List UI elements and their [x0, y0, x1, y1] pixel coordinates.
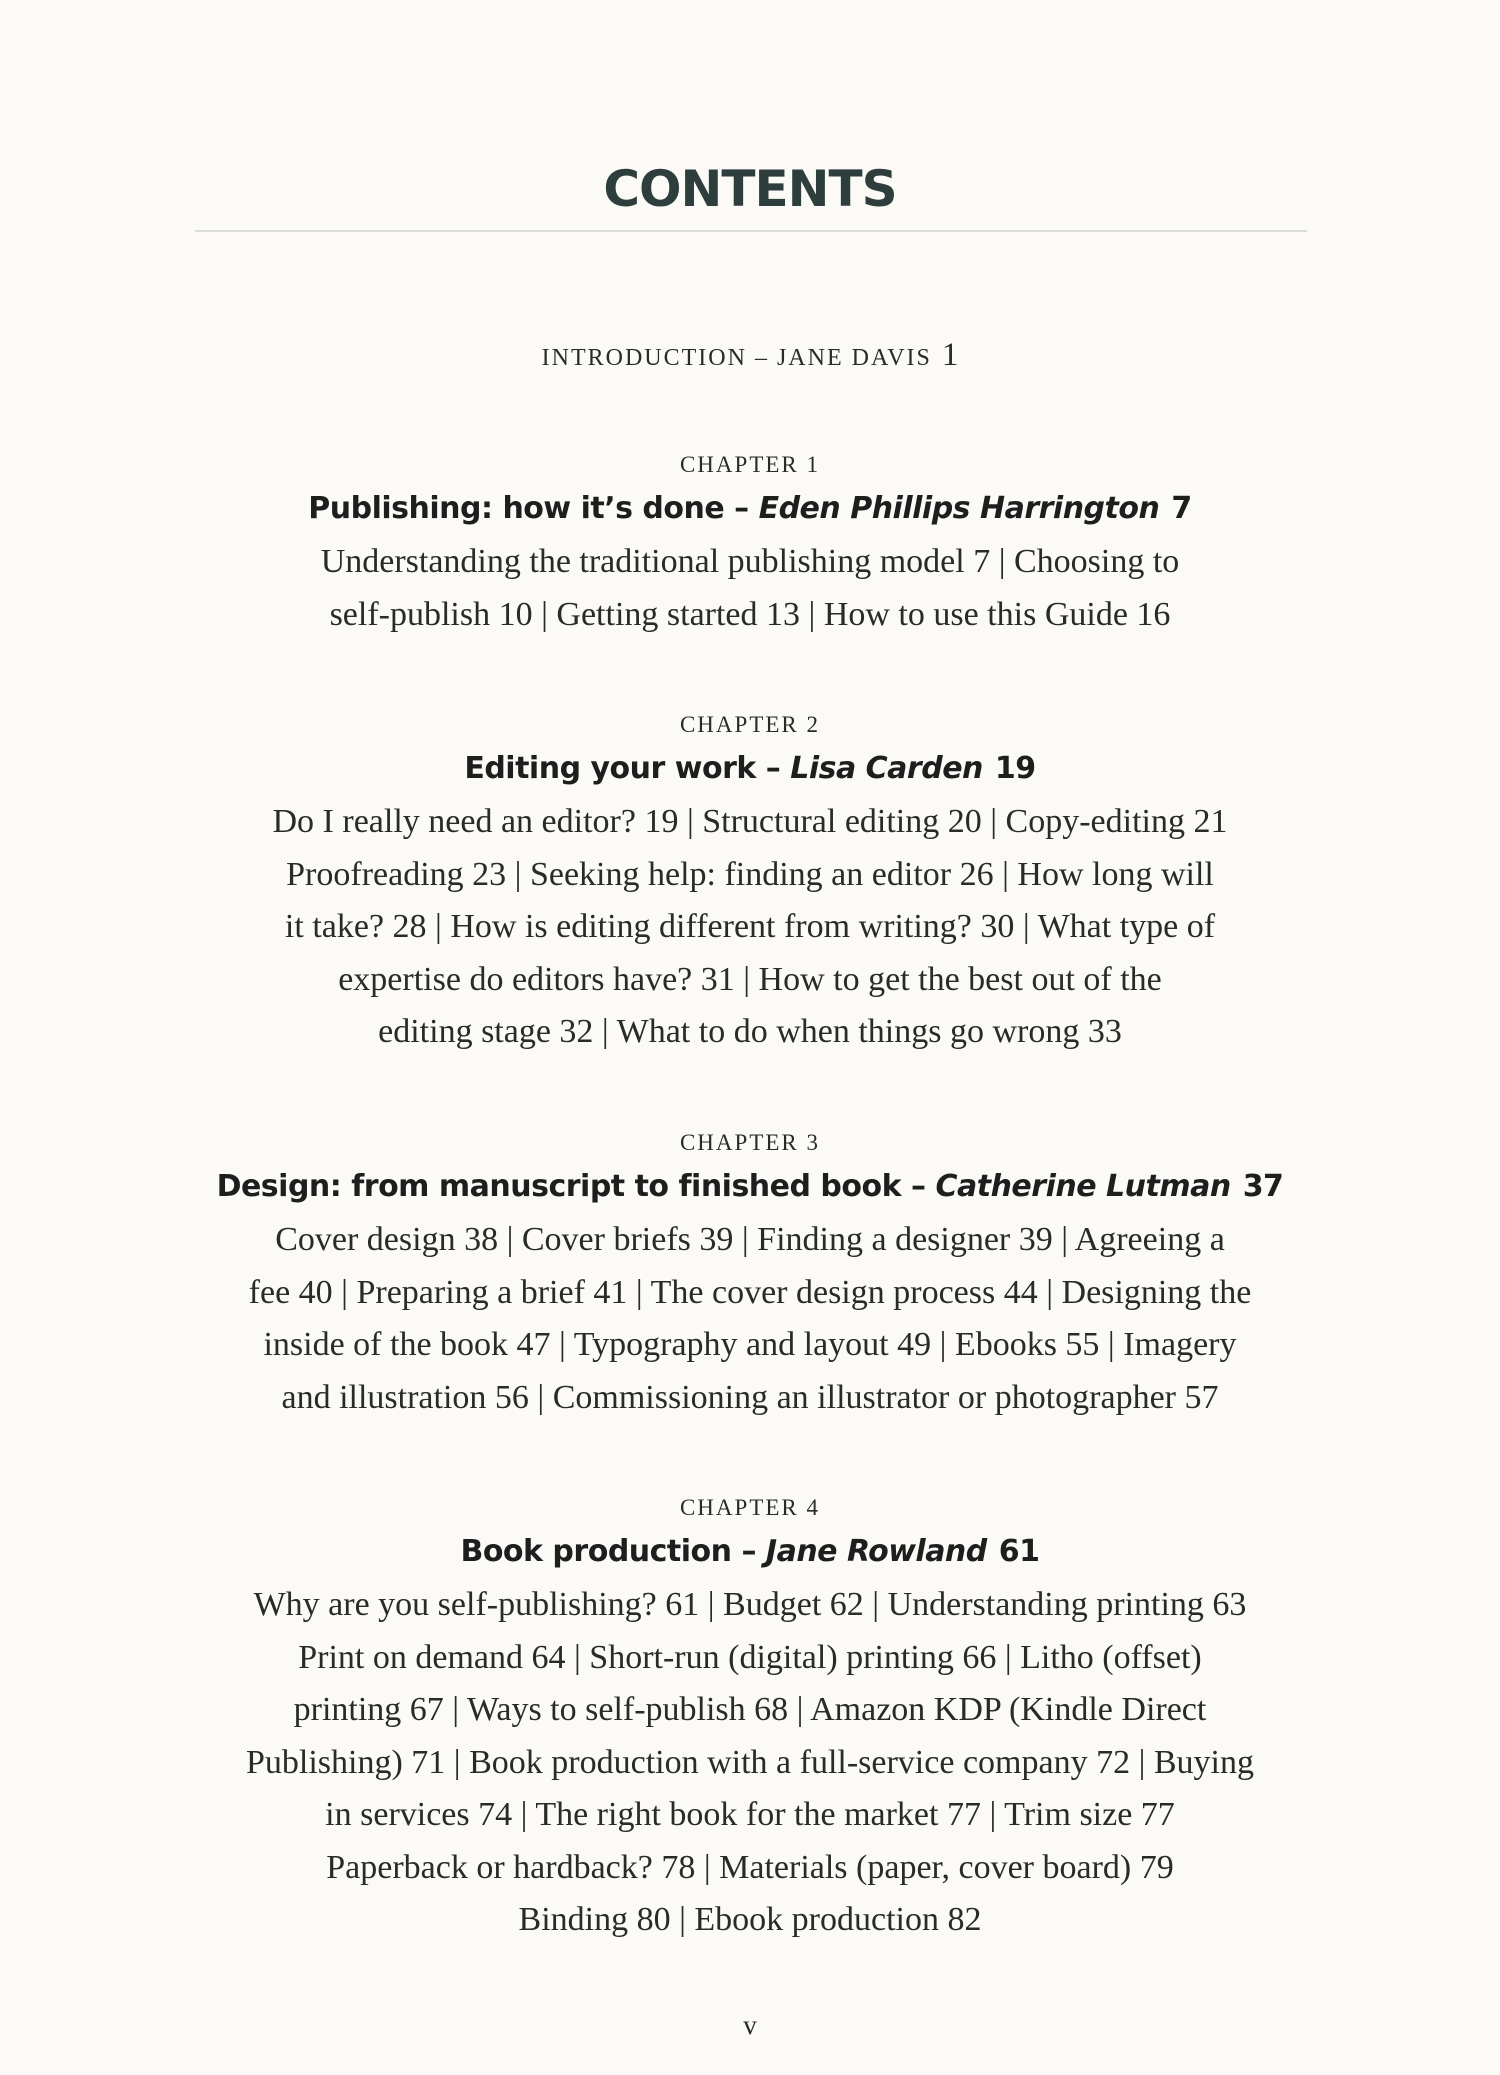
- section-line: Publishing) 71 | Book production with a full-service company 72 | Buying: [246, 1743, 1254, 1781]
- chapter-page: 61: [998, 1534, 1040, 1569]
- chapter-page: 7: [1171, 491, 1192, 526]
- chapter-label: CHAPTER 3: [679, 1130, 821, 1155]
- chapter-sections: [150, 1579, 1350, 1947]
- section-line: Proofreading 23 | Seeking help: finding an editor 26 | How long will: [286, 855, 1214, 893]
- chapter-sections: [150, 536, 1350, 641]
- section-line: Paperback or hardback? 78 | Materials (paper, cover board) 79: [326, 1848, 1174, 1886]
- chapter-label: CHAPTER 2: [679, 712, 821, 737]
- chapter-title: [150, 1525, 1350, 1579]
- chapter-page: 37: [1242, 1169, 1284, 1204]
- chapter-author: Jane Rowland: [765, 1534, 987, 1569]
- introduction-label: INTRODUCTION – JANE DAVIS: [541, 345, 932, 371]
- chapter-title: [150, 482, 1350, 536]
- section-line: expertise do editors have? 31 | How to get the best out of the: [338, 960, 1162, 998]
- section-line: inside of the book 47 | Typography and layout 49 | Ebooks 55 | Imagery: [263, 1326, 1237, 1363]
- chapter-page: 19: [994, 751, 1036, 786]
- chapter-3-entry: [150, 1126, 1350, 1424]
- chapter-author: Lisa Carden: [790, 751, 983, 786]
- section-line: Do I really need an editor? 19 | Structural editing 20 | Copy-editing 21: [272, 803, 1228, 840]
- section-line: and illustration 56 | Commissioning an illustrator or photographer 57: [281, 1378, 1219, 1416]
- page-number: v: [743, 2010, 757, 2040]
- section-line: Why are you self-publishing? 61 | Budget 62 | Understanding printing 63: [253, 1586, 1247, 1623]
- section-line: in services 74 | The right book for the market 77 | Trim size 77: [325, 1796, 1175, 1833]
- chapter-title: [150, 742, 1350, 796]
- chapter-author: Catherine Lutman: [935, 1169, 1231, 1204]
- section-line: printing 67 | Ways to self-publish 68 | Amazon KDP (Kindle Direct: [293, 1691, 1207, 1728]
- section-line: Understanding the traditional publishing model 7 | Choosing to: [320, 543, 1180, 580]
- chapter-label: CHAPTER 1: [679, 452, 821, 477]
- chapter-sections: [150, 796, 1350, 1059]
- title-divider: [195, 230, 1307, 232]
- chapter-title: [150, 1160, 1350, 1214]
- section-line: fee 40 | Preparing a brief 41 | The cover design process 44 | Designing the: [248, 1273, 1252, 1311]
- chapter-title-text: Design: from manuscript to finished book –: [216, 1169, 936, 1204]
- chapter-title-text: Publishing: how it’s done –: [308, 491, 759, 526]
- chapter-title-text: Editing your work –: [464, 751, 791, 786]
- section-line: it take? 28 | How is editing different from writing? 30 | What type of: [284, 908, 1216, 945]
- introduction-entry: [0, 337, 1500, 374]
- chapter-sections: [150, 1214, 1350, 1424]
- chapter-title-text: Book production –: [460, 1534, 766, 1569]
- section-line: editing stage 32 | What to do when things go wrong 33: [378, 1013, 1122, 1050]
- chapter-1-entry: [150, 448, 1350, 641]
- section-line: Binding 80 | Ebook production 82: [518, 1901, 982, 1938]
- chapter-2-entry: [150, 708, 1350, 1059]
- chapter-author: Eden Phillips Harrington: [758, 491, 1160, 526]
- page-title: CONTENTS: [603, 160, 897, 218]
- section-line: self-publish 10 | Getting started 13 | How to use this Guide 16: [329, 595, 1171, 633]
- chapter-label: CHAPTER 4: [679, 1495, 821, 1520]
- section-line: Print on demand 64 | Short-run (digital) printing 66 | Litho (offset): [298, 1638, 1202, 1676]
- chapter-4-entry: [150, 1491, 1350, 1947]
- introduction-page: 1: [941, 337, 959, 373]
- section-line: Cover design 38 | Cover briefs 39 | Finding a designer 39 | Agreeing a: [275, 1221, 1225, 1258]
